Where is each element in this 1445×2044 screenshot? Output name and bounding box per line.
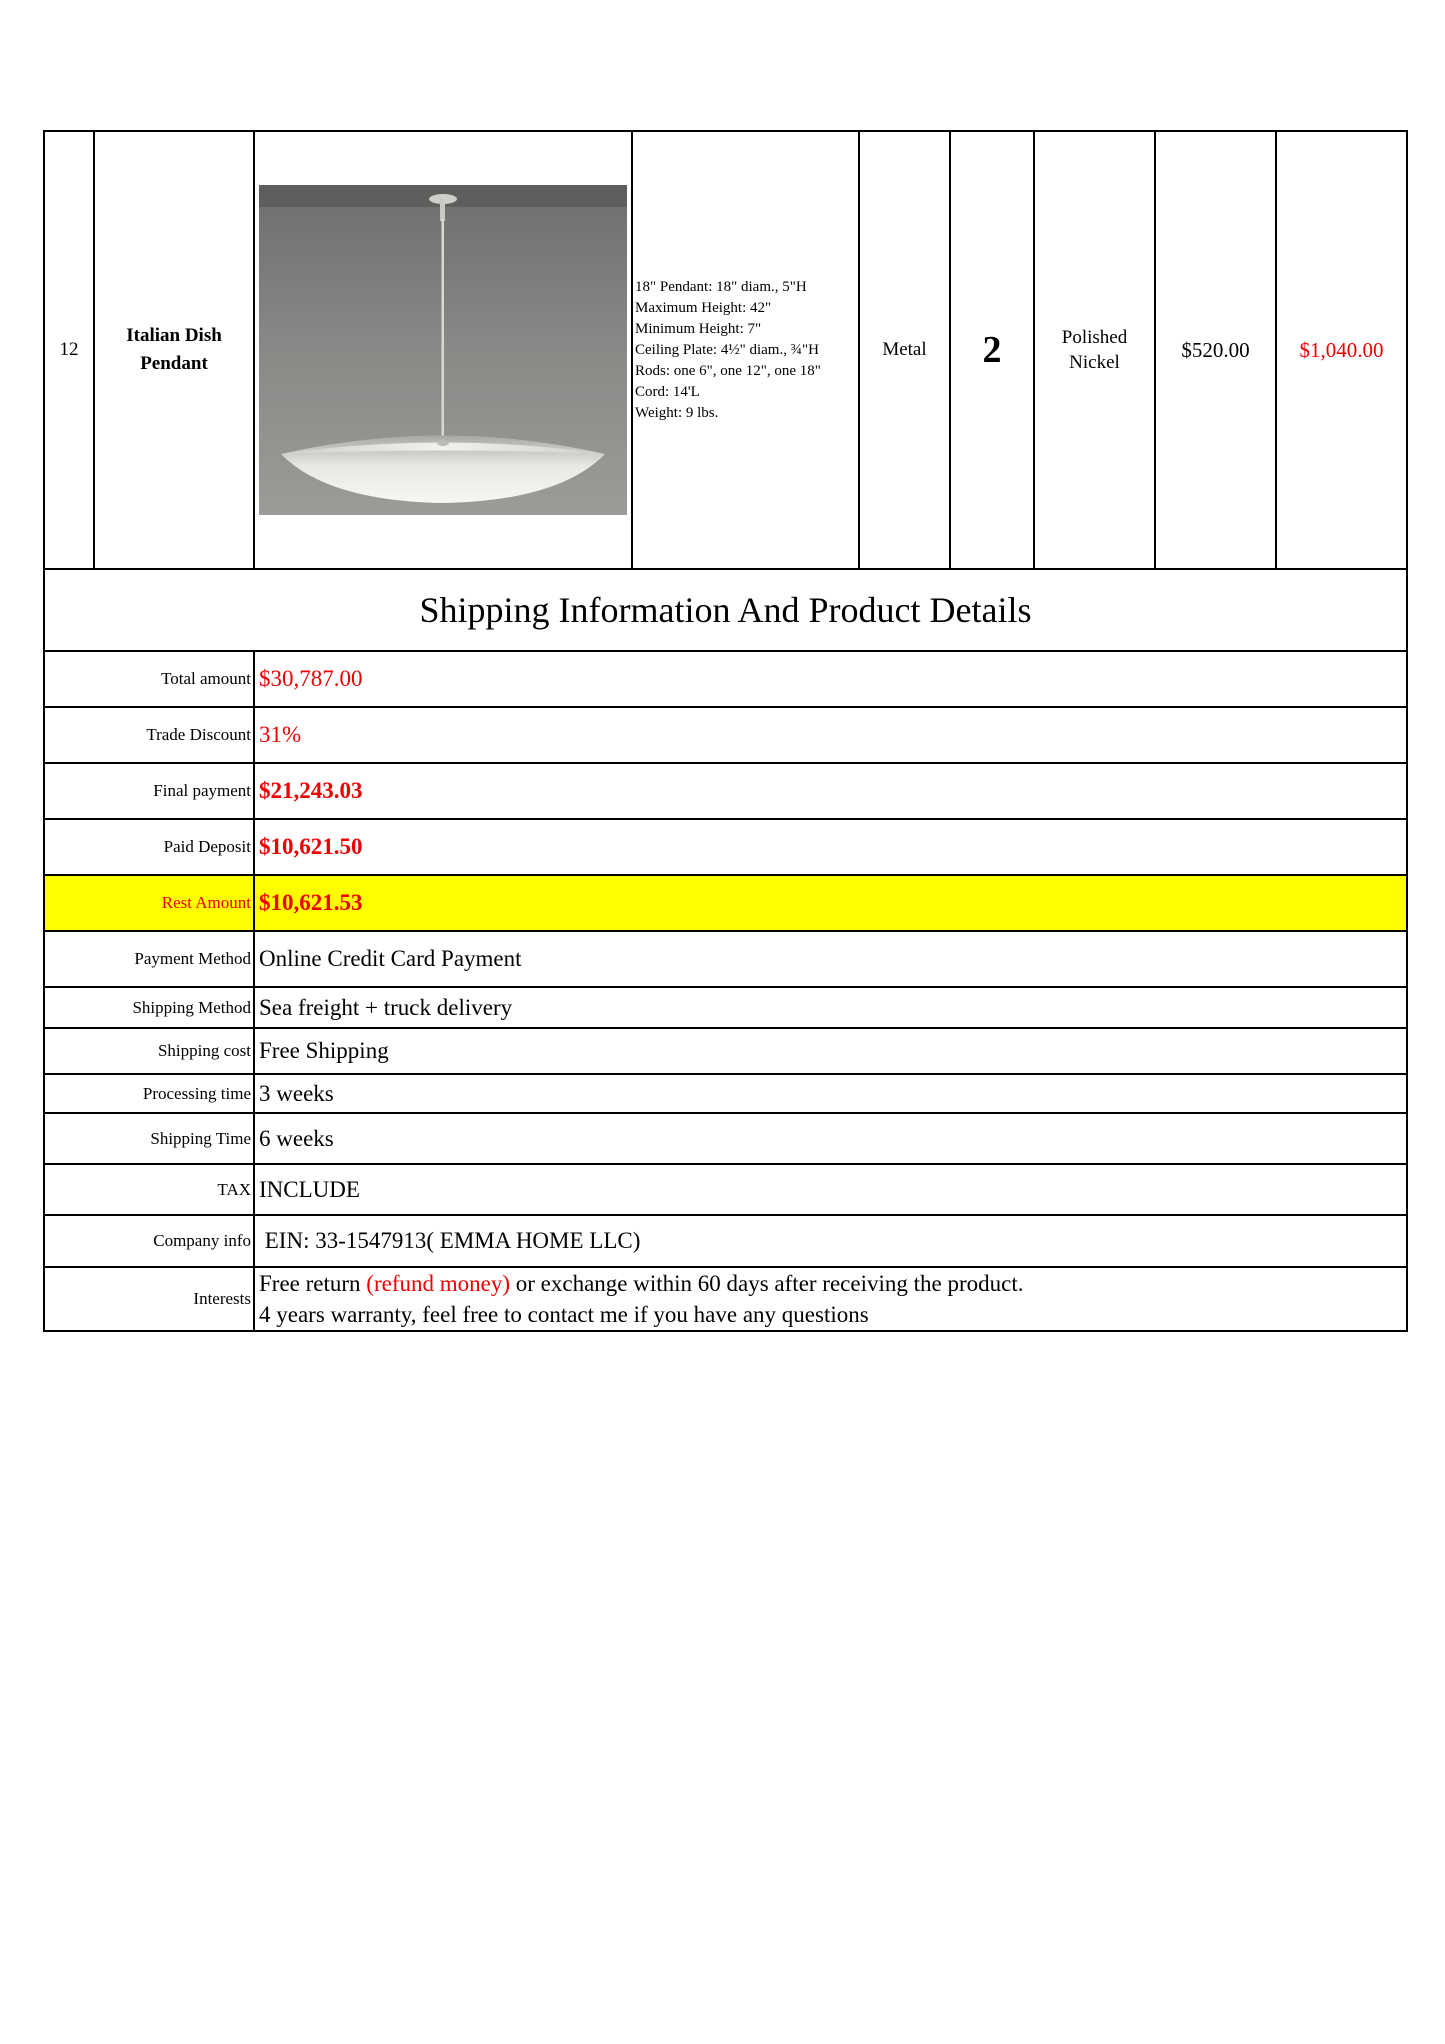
interests-value [254, 1267, 1407, 1331]
row-total-amount [44, 651, 1407, 707]
product-finish [1034, 131, 1155, 569]
product-name-line2: Pendant [140, 353, 208, 374]
item-number: 12 [44, 131, 94, 569]
order-table [43, 130, 1408, 1332]
order-sheet [43, 130, 1406, 1332]
product-quantity: 2 [950, 131, 1034, 569]
spec-line: Ceiling Plate: 4½" diam., ¾"H [635, 341, 819, 358]
product-image-cell [254, 131, 632, 569]
tax-label: TAX [44, 1164, 254, 1215]
product-specs [632, 131, 859, 569]
spec-line: 18" Pendant: 18" diam., 5"H [635, 278, 807, 295]
final-payment-label: Final payment [44, 763, 254, 819]
finish-line1: Polished [1061, 327, 1128, 348]
shipping-cost-label: Shipping cost [44, 1028, 254, 1074]
interests-line1-before: Free return [259, 1271, 367, 1296]
row-company-info [44, 1215, 1407, 1267]
spec-line: Cord: 14'L [635, 383, 700, 400]
pendant-lamp-image [259, 185, 627, 515]
rest-amount-value: $10,621.53 [254, 875, 1407, 931]
row-shipping-cost [44, 1028, 1407, 1074]
spec-line: Maximum Height: 42" [635, 299, 772, 316]
row-final-payment [44, 763, 1407, 819]
row-interests [44, 1267, 1407, 1331]
shipping-cost-value: Free Shipping [254, 1028, 1407, 1074]
payment-method-label: Payment Method [44, 931, 254, 987]
final-payment-value: $21,243.03 [254, 763, 1407, 819]
total-amount-value: $30,787.00 [254, 651, 1407, 707]
spec-line: Weight: 9 lbs. [635, 404, 719, 421]
tax-value: INCLUDE [254, 1164, 1407, 1215]
product-name [94, 131, 254, 569]
refund-money-highlight: (refund money) [366, 1271, 510, 1296]
shipping-method-label: Shipping Method [44, 987, 254, 1028]
shipping-method-value: Sea freight + truck delivery [254, 987, 1407, 1028]
section-heading-row [44, 569, 1407, 651]
paid-deposit-value: $10,621.50 [254, 819, 1407, 875]
unit-price: $520.00 [1155, 131, 1276, 569]
row-paid-deposit [44, 819, 1407, 875]
spec-line: Rods: one 6", one 12", one 18" [635, 362, 821, 379]
company-info-value: EIN: 33-1547913( EMMA HOME LLC) [254, 1215, 1407, 1267]
section-title: Shipping Information And Product Details [44, 569, 1407, 651]
trade-discount-label: Trade Discount [44, 707, 254, 763]
processing-time-label: Processing time [44, 1074, 254, 1113]
total-amount-label: Total amount [44, 651, 254, 707]
row-shipping-method [44, 987, 1407, 1028]
rest-amount-label: Rest Amount [44, 875, 254, 931]
row-shipping-time [44, 1113, 1407, 1164]
shipping-time-value: 6 weeks [254, 1113, 1407, 1164]
paid-deposit-label: Paid Deposit [44, 819, 254, 875]
product-name-line1: Italian Dish [126, 325, 222, 346]
row-trade-discount [44, 707, 1407, 763]
trade-discount-value: 31% [254, 707, 1407, 763]
interests-label: Interests [44, 1267, 254, 1331]
interests-line1-after: or exchange within 60 days after receiving the product. [510, 1271, 1024, 1296]
row-payment-method [44, 931, 1407, 987]
payment-method-value: Online Credit Card Payment [254, 931, 1407, 987]
row-tax [44, 1164, 1407, 1215]
interests-line2: 4 years warranty, feel free to contact me if you have any questions [259, 1302, 869, 1327]
spec-line: Minimum Height: 7" [635, 320, 762, 337]
line-total: $1,040.00 [1276, 131, 1407, 569]
product-material: Metal [859, 131, 950, 569]
product-row [44, 131, 1407, 569]
processing-time-value: 3 weeks [254, 1074, 1407, 1113]
finish-line2: Nickel [1069, 352, 1120, 373]
company-info-label: Company info [44, 1215, 254, 1267]
row-processing-time [44, 1074, 1407, 1113]
shipping-time-label: Shipping Time [44, 1113, 254, 1164]
row-rest-amount [44, 875, 1407, 931]
